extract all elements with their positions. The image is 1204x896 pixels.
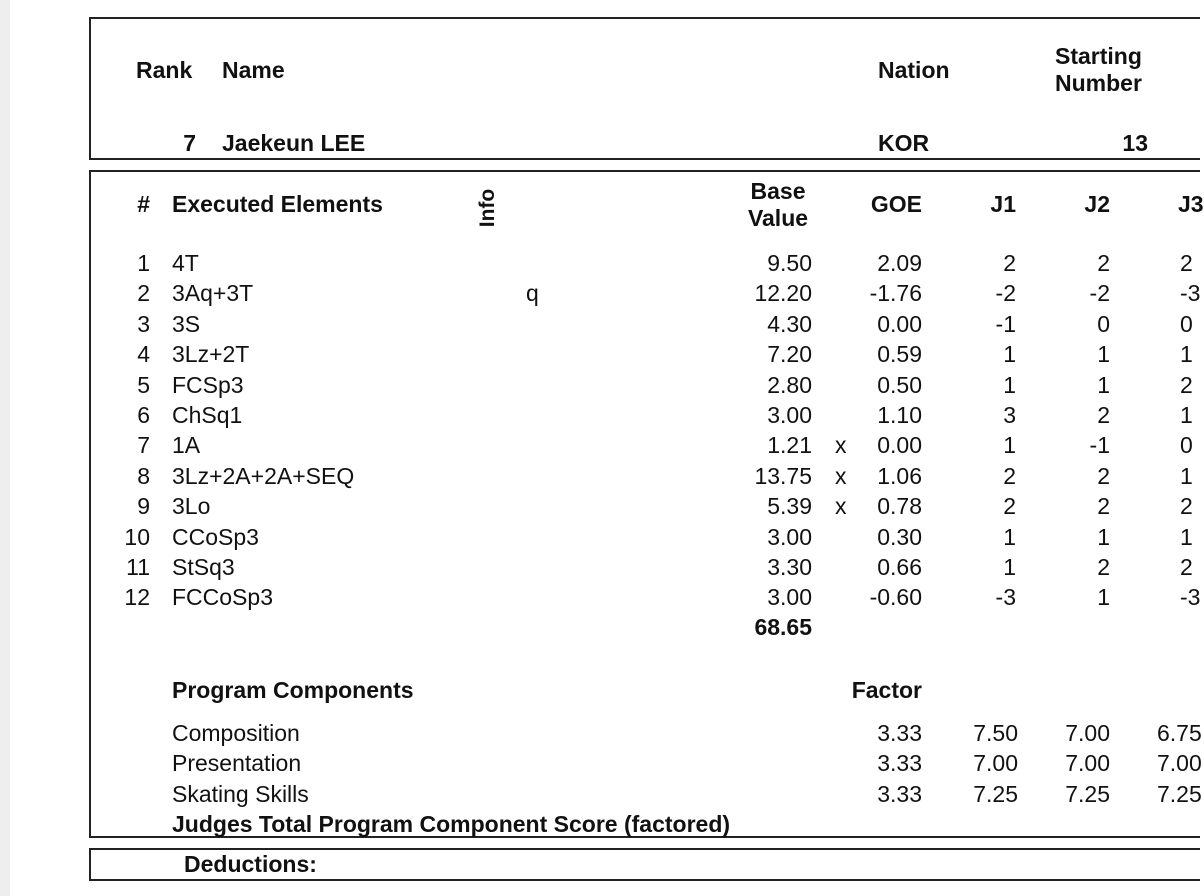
element-j3: 1	[1180, 402, 1193, 428]
deductions-label: Deductions:	[184, 851, 317, 877]
element-name: 3Lz+2T	[172, 341, 250, 368]
element-number: 4	[137, 341, 150, 368]
component-factor: 3.33	[877, 780, 922, 807]
element-j2: -2	[1089, 280, 1110, 307]
nation-value: KOR	[878, 130, 930, 156]
element-j3: 1	[1180, 523, 1193, 550]
name-label: Name	[222, 57, 285, 83]
element-base-value: 1.21	[767, 432, 812, 459]
col-header-j3: J3	[1178, 191, 1204, 217]
component-j3: 6.75	[1157, 720, 1202, 746]
component-factor: 3.33	[877, 720, 922, 746]
element-goe: 0.00	[877, 310, 922, 337]
element-goe: 2.09	[877, 250, 922, 276]
element-goe: 0.78	[877, 493, 922, 520]
element-j2: -1	[1089, 432, 1110, 459]
element-j1: 2	[1003, 250, 1016, 276]
component-j2: 7.00	[1065, 720, 1110, 746]
element-j2: 1	[1097, 341, 1110, 368]
element-bonus-marker: x	[835, 493, 847, 520]
element-j2: 2	[1097, 493, 1110, 520]
element-goe: 0.30	[877, 523, 922, 550]
element-goe: 0.50	[877, 371, 922, 398]
col-header-base-line2: Value	[747, 205, 809, 231]
element-base-value: 3.30	[767, 554, 812, 580]
rank-value: 7	[183, 130, 196, 156]
component-j2: 7.00	[1065, 750, 1110, 777]
element-name: StSq3	[172, 554, 235, 580]
col-header-goe: GOE	[870, 191, 922, 217]
element-number: 5	[137, 371, 150, 398]
element-j3: 0	[1180, 310, 1193, 337]
element-j2: 2	[1097, 250, 1110, 276]
element-j2: 2	[1097, 554, 1110, 580]
element-goe: -1.76	[869, 280, 922, 307]
element-base-value: 12.20	[754, 280, 812, 307]
left-margin-band	[0, 0, 10, 896]
element-goe: 1.10	[877, 402, 922, 428]
element-name: 3Lz+2A+2A+SEQ	[172, 462, 355, 489]
element-number: 3	[137, 310, 150, 337]
element-j2: 1	[1097, 371, 1110, 398]
element-number: 8	[137, 462, 150, 489]
component-j1: 7.00	[973, 750, 1018, 777]
element-j3: 1	[1180, 462, 1193, 489]
element-name: FCCoSp3	[172, 584, 273, 611]
element-number: 10	[124, 523, 150, 550]
col-header-j2: J2	[1084, 191, 1110, 217]
element-j1: 1	[1003, 523, 1016, 550]
element-j3: 2	[1180, 250, 1193, 276]
element-name: 4T	[172, 250, 199, 276]
starting-number-value: 13	[1122, 130, 1148, 156]
element-name: 3Aq+3T	[172, 280, 254, 307]
element-j1: 1	[1003, 371, 1016, 398]
element-j1: -1	[995, 310, 1016, 337]
rank-label: Rank	[136, 57, 193, 83]
component-j1: 7.25	[973, 780, 1018, 807]
element-base-value: 3.00	[767, 584, 812, 611]
col-header-number: #	[137, 191, 150, 217]
component-j3: 7.00	[1157, 750, 1202, 777]
element-base-value: 3.00	[767, 523, 812, 550]
element-j2: 0	[1097, 310, 1110, 337]
element-goe: 0.00	[877, 432, 922, 459]
element-number: 9	[137, 493, 150, 520]
element-j1: 2	[1003, 493, 1016, 520]
element-base-value: 9.50	[767, 250, 812, 276]
element-name: ChSq1	[172, 402, 243, 428]
element-bonus-marker: x	[835, 432, 847, 459]
element-number: 11	[126, 554, 150, 580]
element-j1: -3	[995, 584, 1016, 611]
element-name: CCoSp3	[172, 523, 259, 550]
element-base-value: 13.75	[754, 462, 812, 489]
element-name: FCSp3	[172, 371, 244, 398]
element-j1: 1	[1003, 432, 1016, 459]
element-j1: 3	[1003, 402, 1016, 428]
nation-label: Nation	[878, 57, 950, 83]
element-j3: 2	[1180, 493, 1193, 520]
element-name: 3Lo	[172, 493, 211, 520]
component-name: Skating Skills	[172, 780, 309, 807]
element-base-value: 2.80	[767, 371, 812, 398]
element-number: 12	[124, 584, 150, 611]
element-goe: 0.59	[877, 341, 922, 368]
skater-name: Jaekeun LEE	[222, 130, 366, 156]
element-number: 7	[137, 432, 150, 459]
element-j3: -3	[1180, 584, 1201, 611]
component-j3: 7.25	[1157, 780, 1202, 807]
element-goe: 0.66	[877, 554, 922, 580]
element-goe: 1.06	[877, 462, 922, 489]
pcs-total-label: Judges Total Program Component Score (factored)	[172, 811, 731, 837]
element-j2: 1	[1097, 523, 1110, 550]
factor-label: Factor	[851, 677, 922, 703]
component-name: Composition	[172, 720, 300, 746]
element-bonus-marker: x	[835, 462, 847, 489]
element-j3: 1	[1180, 341, 1193, 368]
element-base-value: 3.00	[767, 402, 812, 428]
element-j3: 0	[1180, 432, 1193, 459]
element-j2: 2	[1097, 462, 1110, 489]
component-j2: 7.25	[1065, 780, 1110, 807]
base-value-total: 68.65	[754, 614, 812, 640]
element-j2: 2	[1097, 402, 1110, 428]
element-j1: 1	[1003, 341, 1016, 368]
element-j3: 2	[1180, 554, 1193, 580]
component-j1: 7.50	[973, 720, 1018, 746]
col-header-j1: J1	[990, 191, 1016, 217]
element-j3: -3	[1180, 280, 1201, 307]
starting-label-line1: Starting	[1055, 43, 1142, 69]
element-info: q	[526, 280, 539, 307]
element-name: 3S	[172, 310, 201, 337]
element-j1: 1	[1003, 554, 1016, 580]
component-factor: 3.33	[877, 750, 922, 777]
element-number: 6	[137, 402, 150, 428]
element-j2: 1	[1097, 584, 1110, 611]
program-components-title: Program Components	[172, 677, 414, 703]
col-header-base-line1: Base	[750, 178, 806, 204]
element-j1: -2	[995, 280, 1016, 307]
element-number: 1	[137, 250, 150, 276]
col-header-info: Info	[476, 188, 499, 228]
element-j1: 2	[1003, 462, 1016, 489]
element-base-value: 4.30	[767, 310, 812, 337]
element-base-value: 7.20	[767, 341, 812, 368]
element-base-value: 5.39	[767, 493, 812, 520]
element-goe: -0.60	[869, 584, 922, 611]
element-number: 2	[137, 280, 150, 307]
starting-label-line2: Number	[1055, 70, 1142, 96]
component-name: Presentation	[172, 750, 302, 777]
col-header-executed-elements: Executed Elements	[172, 191, 383, 217]
element-name: 1A	[172, 432, 201, 459]
element-j3: 2	[1180, 371, 1193, 398]
